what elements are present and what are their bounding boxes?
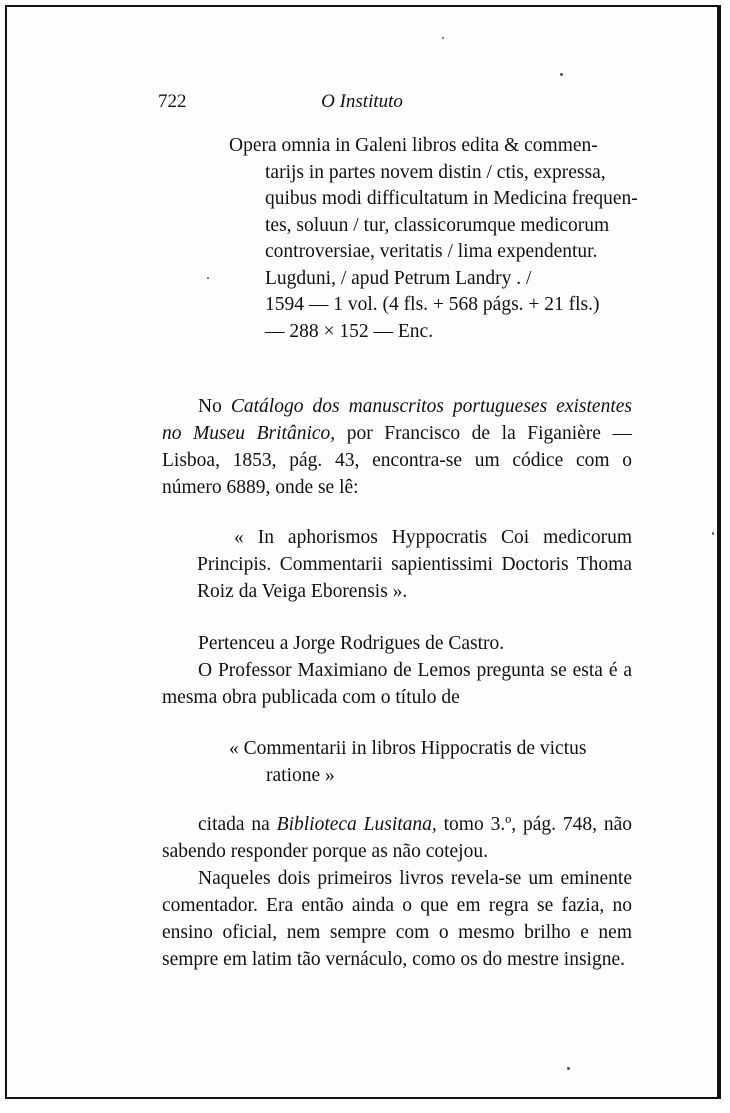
text-run: citada na [198, 814, 277, 835]
biblio-line: — 288 × 152 — Enc. [265, 320, 434, 342]
scan-speck [560, 73, 563, 76]
scan-speck [712, 532, 714, 535]
book-page [5, 5, 721, 1099]
page-header [7, 91, 717, 121]
bibliographic-entry [229, 133, 638, 345]
quote-text: « In aphorismos Hyppocratis Coi medicorum Principis. Commentarii sapientissimi Doctoris Thoma Roiz da Veiga Eborensis ». [197, 527, 632, 602]
paragraph-catalog [162, 393, 632, 501]
biblio-line: Opera omnia in Galeni libros edita & commen- [229, 135, 598, 156]
biblio-line: tarijs in partes novem distin / ctis, expressa, [265, 161, 606, 183]
biblio-line: quibus modi difficultatum in Medicina frequen- [265, 188, 638, 209]
text-run: tomo 3.º, pág. 748, não sabendo responder porque as não cotejou. [162, 814, 632, 862]
work-title: Biblioteca Lusitana, [276, 814, 437, 835]
quote-commentarii [229, 735, 634, 789]
paragraph-question: O Professor Maximiano de Lemos pregunta se esta é a mesma obra publicada com o título de [162, 660, 632, 708]
running-title: O Instituto [321, 91, 403, 112]
paragraph-citation [162, 811, 632, 865]
scan-speck [442, 37, 444, 39]
biblio-line: 1594 — 1 vol. (4 fls. + 568 págs. + 21 fls.) [265, 294, 600, 315]
text-run: por Francisco de la Figanière — Lisboa, 1853, pág. 43, encontra-se um códice com o número 6889, onde se lê: [162, 423, 633, 498]
paragraph-owner: Pertenceu a Jorge Rodrigues de Castro. [198, 633, 505, 654]
biblio-line: tes, soluun / tur, classicorumque medicorum [265, 214, 610, 236]
catalog-title: Catálogo dos manuscritos portugueses existentes no Museu Britânico, [162, 396, 632, 444]
paragraph-conclusion: Naqueles dois primeiros livros revela-se um eminente comentador. Era então ainda o que em regra se fazia, no ensino oficial, nem sempre com o mesmo brilho e nem sempre em latim tão vernáculo, como os do mestre insigne. [162, 868, 632, 970]
scan-speck [207, 277, 209, 279]
page-number: 722 [158, 91, 187, 112]
quote-line: « Commentarii in libros Hippocratis de victus [229, 738, 587, 759]
biblio-line: Lugduni, / apud Petrum Landry . / [265, 267, 532, 289]
quote-line: ratione » [266, 765, 335, 786]
biblio-line: controversiae, veritatis / lima expendentur. [265, 241, 598, 262]
scan-speck [567, 1067, 570, 1070]
text-run: No [198, 396, 231, 417]
quote-aphorismos [197, 524, 632, 605]
